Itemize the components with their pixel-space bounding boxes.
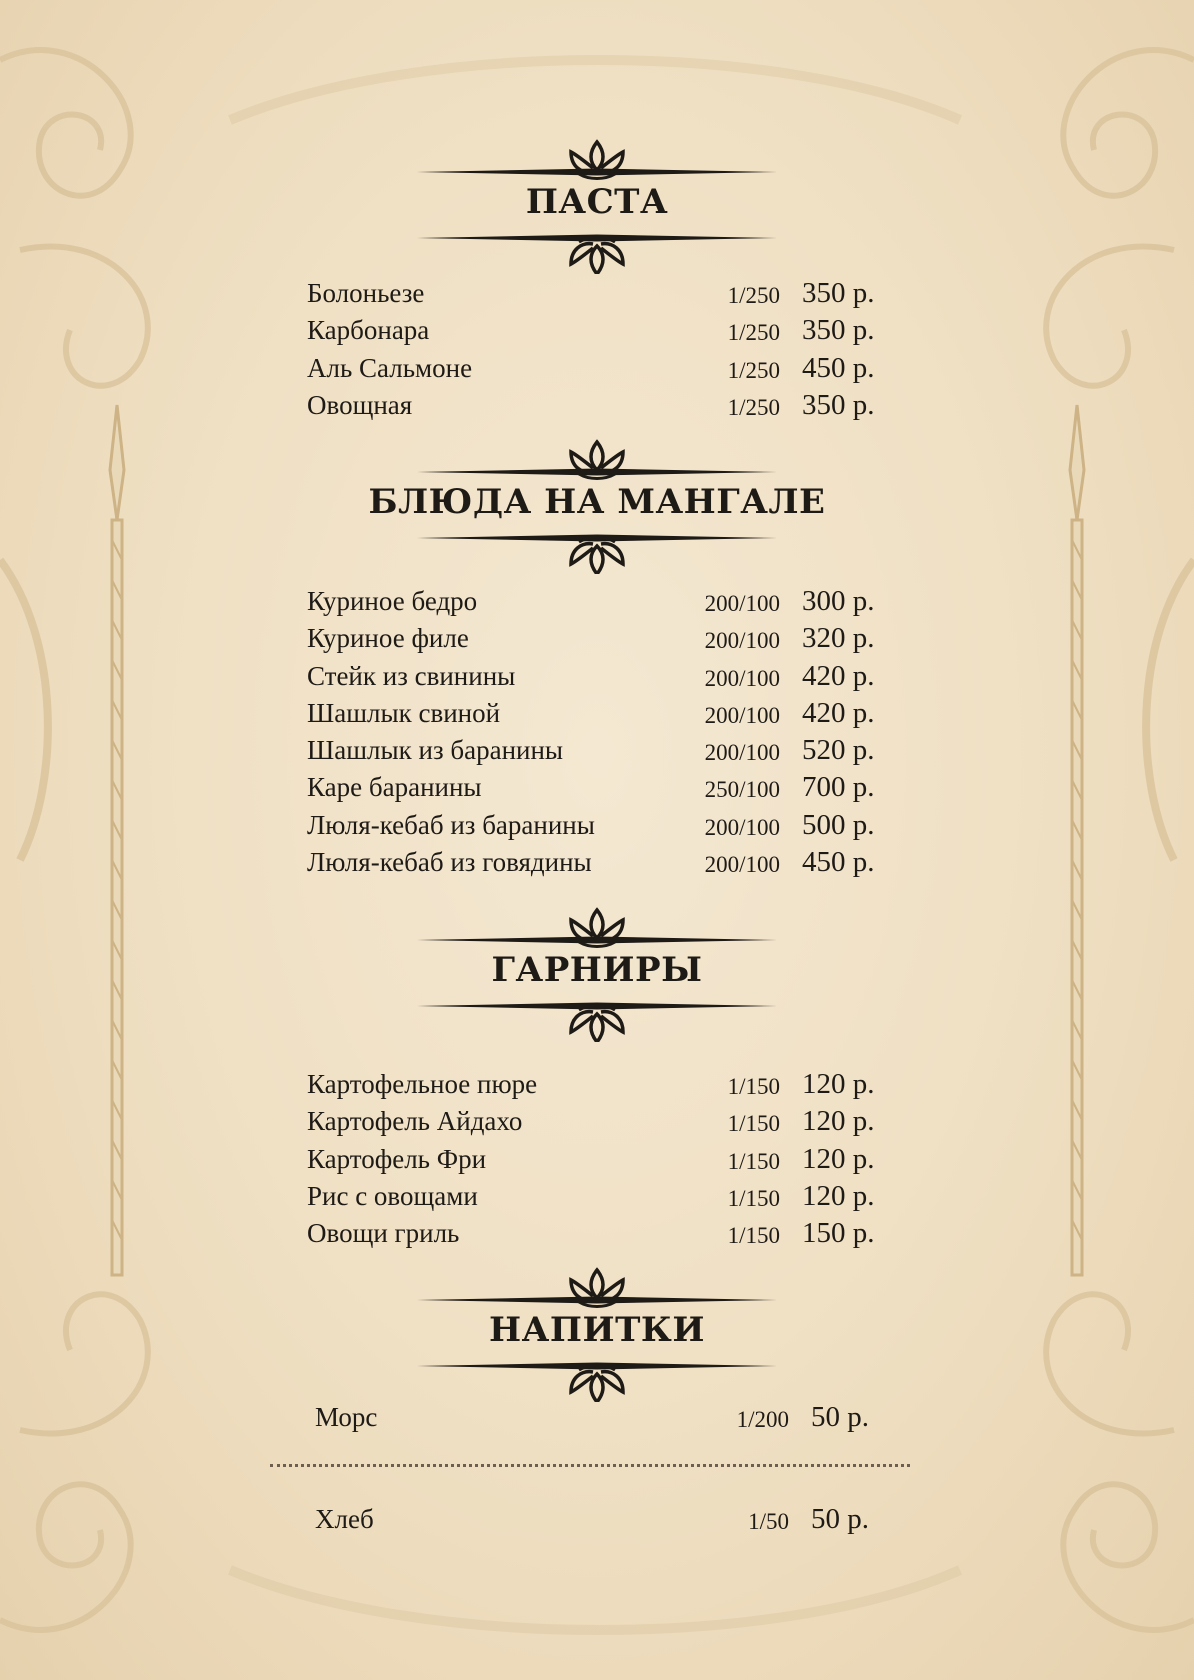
item-name: Куриное бедро: [307, 586, 478, 616]
item-price: 350 р.: [802, 277, 875, 309]
item-price: 120 р.: [802, 1180, 875, 1212]
menu-item: [0, 582, 1194, 620]
item-weight: 200/100: [704, 666, 780, 691]
item-price: 50 р.: [811, 1401, 869, 1433]
section-title: ПАСТА: [525, 182, 669, 222]
item-price: 120 р.: [802, 1143, 875, 1175]
menu-item: [0, 1102, 1194, 1140]
item-price: 50 р.: [811, 1503, 869, 1535]
item-name: Люля-кебаб из баранины: [307, 810, 595, 840]
menu-item: [0, 731, 1194, 769]
menu-item: [0, 1398, 1194, 1436]
item-price: 150 р.: [802, 1217, 875, 1249]
item-name: Овощи гриль: [307, 1218, 460, 1248]
item-name: Аль Сальмоне: [307, 353, 473, 383]
item-weight: 200/100: [704, 591, 780, 616]
item-price: 420 р.: [802, 660, 875, 692]
item-name: Карбонара: [307, 315, 430, 345]
dotted-divider: [270, 1460, 910, 1467]
menu-item: [0, 657, 1194, 695]
item-name: Картофель Айдахо: [307, 1106, 523, 1136]
item-weight: 200/100: [704, 703, 780, 728]
item-weight: 1/200: [736, 1407, 789, 1432]
section-header-grill: [0, 434, 1194, 574]
item-weight: 200/100: [704, 740, 780, 765]
item-name: Стейк из свинины: [307, 661, 516, 691]
menu-item: [0, 1214, 1194, 1252]
item-name: Шашлык из баранины: [307, 735, 564, 765]
item-weight: 1/50: [748, 1509, 789, 1534]
item-price: 320 р.: [802, 622, 875, 654]
section-header-pasta: [0, 134, 1194, 274]
item-name: Шашлык свиной: [307, 698, 501, 728]
item-price: 500 р.: [802, 809, 875, 841]
item-weight: 1/250: [727, 320, 780, 345]
item-name: Рис с овощами: [307, 1181, 478, 1211]
menu-item: [0, 619, 1194, 657]
item-name: Куриное филе: [307, 623, 469, 653]
menu-item: [0, 349, 1194, 387]
section-title: БЛЮДА НА МАНГАЛЕ: [368, 482, 826, 522]
section-title: НАПИТКИ: [489, 1310, 705, 1350]
item-price: 350 р.: [802, 314, 875, 346]
menu-item: [0, 311, 1194, 349]
item-weight: 250/100: [704, 777, 780, 802]
item-price: 120 р.: [802, 1068, 875, 1100]
item-price: 450 р.: [802, 352, 875, 384]
menu-item: [0, 806, 1194, 844]
menu-item: [0, 694, 1194, 732]
item-name: Картофельное пюре: [307, 1069, 538, 1099]
item-price: 350 р.: [802, 389, 875, 421]
menu-item: [0, 386, 1194, 424]
menu-item: [0, 1177, 1194, 1215]
menu-item: [0, 843, 1194, 881]
item-weight: 1/150: [727, 1111, 780, 1136]
item-name: Болоньезе: [307, 278, 425, 308]
section-header-sides: [0, 902, 1194, 1042]
item-price: 300 р.: [802, 585, 875, 617]
menu-item: [0, 1140, 1194, 1178]
menu-item: [0, 1500, 1194, 1538]
item-weight: 1/250: [727, 358, 780, 383]
item-price: 120 р.: [802, 1105, 875, 1137]
item-name: Картофель Фри: [307, 1144, 487, 1174]
menu-item: [0, 1065, 1194, 1103]
item-name: Морс: [315, 1402, 378, 1432]
item-weight: 1/250: [727, 395, 780, 420]
item-name: Хлеб: [315, 1504, 374, 1534]
item-weight: 1/150: [727, 1074, 780, 1099]
item-weight: 1/150: [727, 1223, 780, 1248]
menu-item: [0, 768, 1194, 806]
item-price: 520 р.: [802, 734, 875, 766]
item-weight: 1/150: [727, 1149, 780, 1174]
item-weight: 200/100: [704, 628, 780, 653]
item-name: Овощная: [307, 390, 413, 420]
item-weight: 1/150: [727, 1186, 780, 1211]
section-header-drinks: [0, 1262, 1194, 1402]
item-price: 450 р.: [802, 846, 875, 878]
item-weight: 200/100: [704, 852, 780, 877]
section-title: ГАРНИРЫ: [491, 950, 703, 990]
menu-item: [0, 274, 1194, 312]
item-price: 700 р.: [802, 771, 875, 803]
item-name: Каре баранины: [307, 772, 482, 802]
item-weight: 1/250: [727, 283, 780, 308]
item-weight: 200/100: [704, 815, 780, 840]
item-name: Люля-кебаб из говядины: [307, 847, 592, 877]
item-price: 420 р.: [802, 697, 875, 729]
